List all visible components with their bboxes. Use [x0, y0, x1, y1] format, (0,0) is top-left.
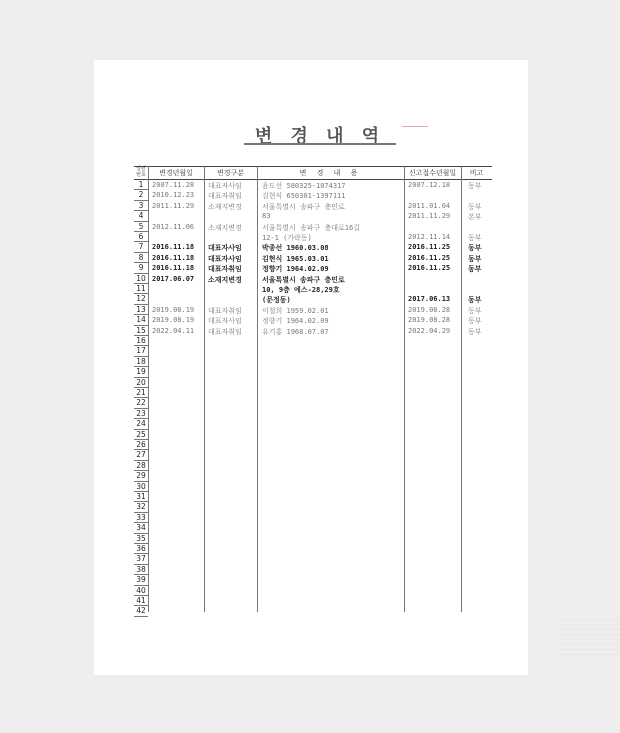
document-page — [94, 60, 528, 675]
change-type-cell: 대표자사임 — [208, 317, 242, 326]
row-number: 5 — [138, 221, 144, 231]
column-divider — [404, 166, 405, 612]
note-cell: 동부 — [468, 244, 482, 253]
header-change-type: 변경구분 — [216, 169, 245, 177]
change-date-cell: 2016.11.18 — [152, 264, 195, 273]
row-number: 1 — [138, 180, 144, 189]
change-date-cell: 2017.06.07 — [152, 274, 195, 283]
header-report-date: 신고접수년월일 — [408, 169, 457, 177]
change-content-cell: (문정동) — [262, 296, 291, 305]
report-date-cell: 2011.11.29 — [408, 212, 451, 221]
change-type-cell: 대표자취임 — [208, 306, 242, 315]
column-divider — [461, 166, 462, 612]
change-content-cell: 윤도선 580325-1074317 — [262, 182, 346, 190]
change-content-cell: 서울특별시 송파구 충민로 — [262, 275, 345, 284]
row-number: 42 — [136, 606, 146, 616]
note-cell: 동부 — [468, 327, 482, 336]
change-date-cell: 2010.12.23 — [152, 191, 195, 200]
row-number: 32 — [136, 502, 146, 512]
change-type-cell: 대표자사임 — [208, 254, 242, 263]
change-type-cell: 대표자사임 — [208, 244, 242, 253]
header-change-date: 변경년월일 — [159, 169, 193, 177]
row-number: 4 — [138, 211, 144, 221]
note-cell: 동부 — [468, 234, 482, 242]
row-rule — [134, 616, 148, 617]
change-content-cell: 박종선 1960.03.08 — [262, 244, 329, 253]
row-number: 16 — [136, 336, 146, 345]
change-date-cell: 2022.04.11 — [152, 326, 195, 335]
row-number: 23 — [136, 408, 146, 418]
note-cell: 동부 — [468, 296, 482, 305]
note-cell: 동부 — [468, 182, 482, 190]
row-number: 8 — [138, 252, 144, 262]
row-number: 9 — [138, 263, 144, 273]
change-type-cell: 소재지변경 — [208, 275, 242, 284]
row-number: 40 — [136, 585, 146, 595]
report-date-cell: 2016.11.25 — [408, 253, 451, 262]
note-cell: 동부 — [468, 306, 482, 315]
report-date-cell: 2012.11.14 — [408, 233, 451, 241]
row-number: 36 — [136, 544, 146, 553]
row-number: 15 — [136, 325, 146, 335]
change-content-cell: 83 — [262, 212, 271, 221]
note-cell: 동부 — [468, 202, 482, 211]
row-number: 6 — [138, 232, 144, 241]
report-date-cell: 2019.08.28 — [408, 305, 451, 314]
change-date-cell: 2007.11.28 — [152, 181, 195, 189]
change-type-cell: 대표자사임 — [208, 182, 242, 190]
row-number: 31 — [136, 492, 146, 501]
row-number: 25 — [136, 429, 146, 439]
row-number: 17 — [136, 346, 146, 356]
row-number: 13 — [136, 304, 146, 314]
change-content-cell: 10, 9층 에스-28,29호 — [262, 286, 340, 294]
report-date-cell: 2022.04.29 — [408, 326, 451, 335]
report-date-cell: 2019.08.28 — [408, 316, 451, 325]
column-divider — [204, 166, 205, 612]
header-top-rule — [134, 166, 492, 167]
row-number: 30 — [136, 481, 146, 491]
change-type-cell: 대표자취임 — [208, 265, 242, 274]
report-date-cell: 2007.12.18 — [408, 181, 451, 189]
change-date-cell: 2011.11.29 — [152, 201, 195, 210]
change-content-cell: 12-1 (가락동) — [262, 234, 312, 242]
document-title: 변 경 내 역 — [254, 126, 386, 147]
header-serial: 일련번호 — [136, 166, 146, 178]
change-content-cell: 정향기 1964.02.09 — [262, 317, 329, 326]
row-number: 7 — [138, 242, 144, 252]
note-cell: 동부 — [468, 254, 482, 263]
row-number: 14 — [136, 315, 146, 325]
note-cell: 동부 — [468, 265, 482, 274]
change-content-cell: 정향기 1964.02.09 — [262, 265, 329, 274]
row-number: 22 — [136, 398, 146, 408]
row-number: 20 — [136, 377, 146, 387]
header-bottom-rule — [134, 179, 492, 180]
change-date-cell: 2019.08.19 — [152, 316, 195, 325]
change-content-cell: 서울특별시 송파구 충대로16길 — [262, 223, 361, 232]
change-date-cell: 2012.11.06 — [152, 222, 195, 231]
row-number: 28 — [136, 460, 146, 470]
report-date-cell: 2016.11.25 — [408, 243, 451, 252]
change-type-cell: 대표자취임 — [208, 327, 242, 336]
row-number: 34 — [136, 523, 146, 533]
change-date-cell: 2016.11.18 — [152, 243, 195, 252]
row-number: 29 — [136, 471, 146, 481]
change-date-cell: 2016.11.18 — [152, 253, 195, 262]
row-number: 10 — [136, 273, 146, 283]
row-number: 11 — [136, 284, 146, 293]
row-number: 18 — [136, 356, 146, 366]
row-number: 19 — [136, 367, 146, 377]
row-number: 39 — [136, 575, 146, 585]
row-number: 33 — [136, 512, 146, 522]
pen-mark — [402, 126, 428, 127]
header-change-content: 변 경 내 용 — [299, 169, 362, 177]
note-cell: 동부 — [468, 317, 482, 326]
row-number: 26 — [136, 440, 146, 449]
change-content-cell: 서울특별시 송파구 충민로 — [262, 202, 345, 211]
change-content-cell: 김현식 650301-1397111 — [262, 192, 346, 201]
title-underline — [244, 143, 396, 145]
change-content-cell: 이철희 1959.02.01 — [262, 306, 329, 315]
row-number: 38 — [136, 564, 146, 574]
report-date-cell: 2016.11.25 — [408, 264, 451, 273]
change-content-cell: 김현식 1965.03.01 — [262, 254, 329, 263]
change-type-cell: 대표자취임 — [208, 192, 242, 201]
column-divider — [257, 166, 258, 612]
change-date-cell: 2019.08.19 — [152, 305, 195, 314]
change-type-cell: 소재지변경 — [208, 202, 242, 211]
row-number: 37 — [136, 554, 146, 564]
report-date-cell: 2017.06.13 — [408, 295, 451, 304]
header-note: 비고 — [469, 169, 484, 177]
note-cell: 본부 — [468, 213, 482, 222]
row-number: 41 — [136, 596, 146, 605]
change-content-cell: 유기홍 1968.07.07 — [262, 327, 329, 336]
row-number: 27 — [136, 450, 146, 460]
row-number: 24 — [136, 419, 146, 429]
change-type-cell: 소재지변경 — [208, 223, 242, 232]
report-date-cell: 2011.01.04 — [408, 201, 451, 210]
column-divider — [148, 166, 149, 612]
faint-stamp — [560, 615, 620, 655]
row-number: 2 — [138, 190, 144, 200]
row-number: 21 — [136, 388, 146, 397]
row-number: 35 — [136, 533, 146, 543]
row-number: 3 — [138, 200, 144, 210]
row-number: 12 — [136, 294, 146, 304]
